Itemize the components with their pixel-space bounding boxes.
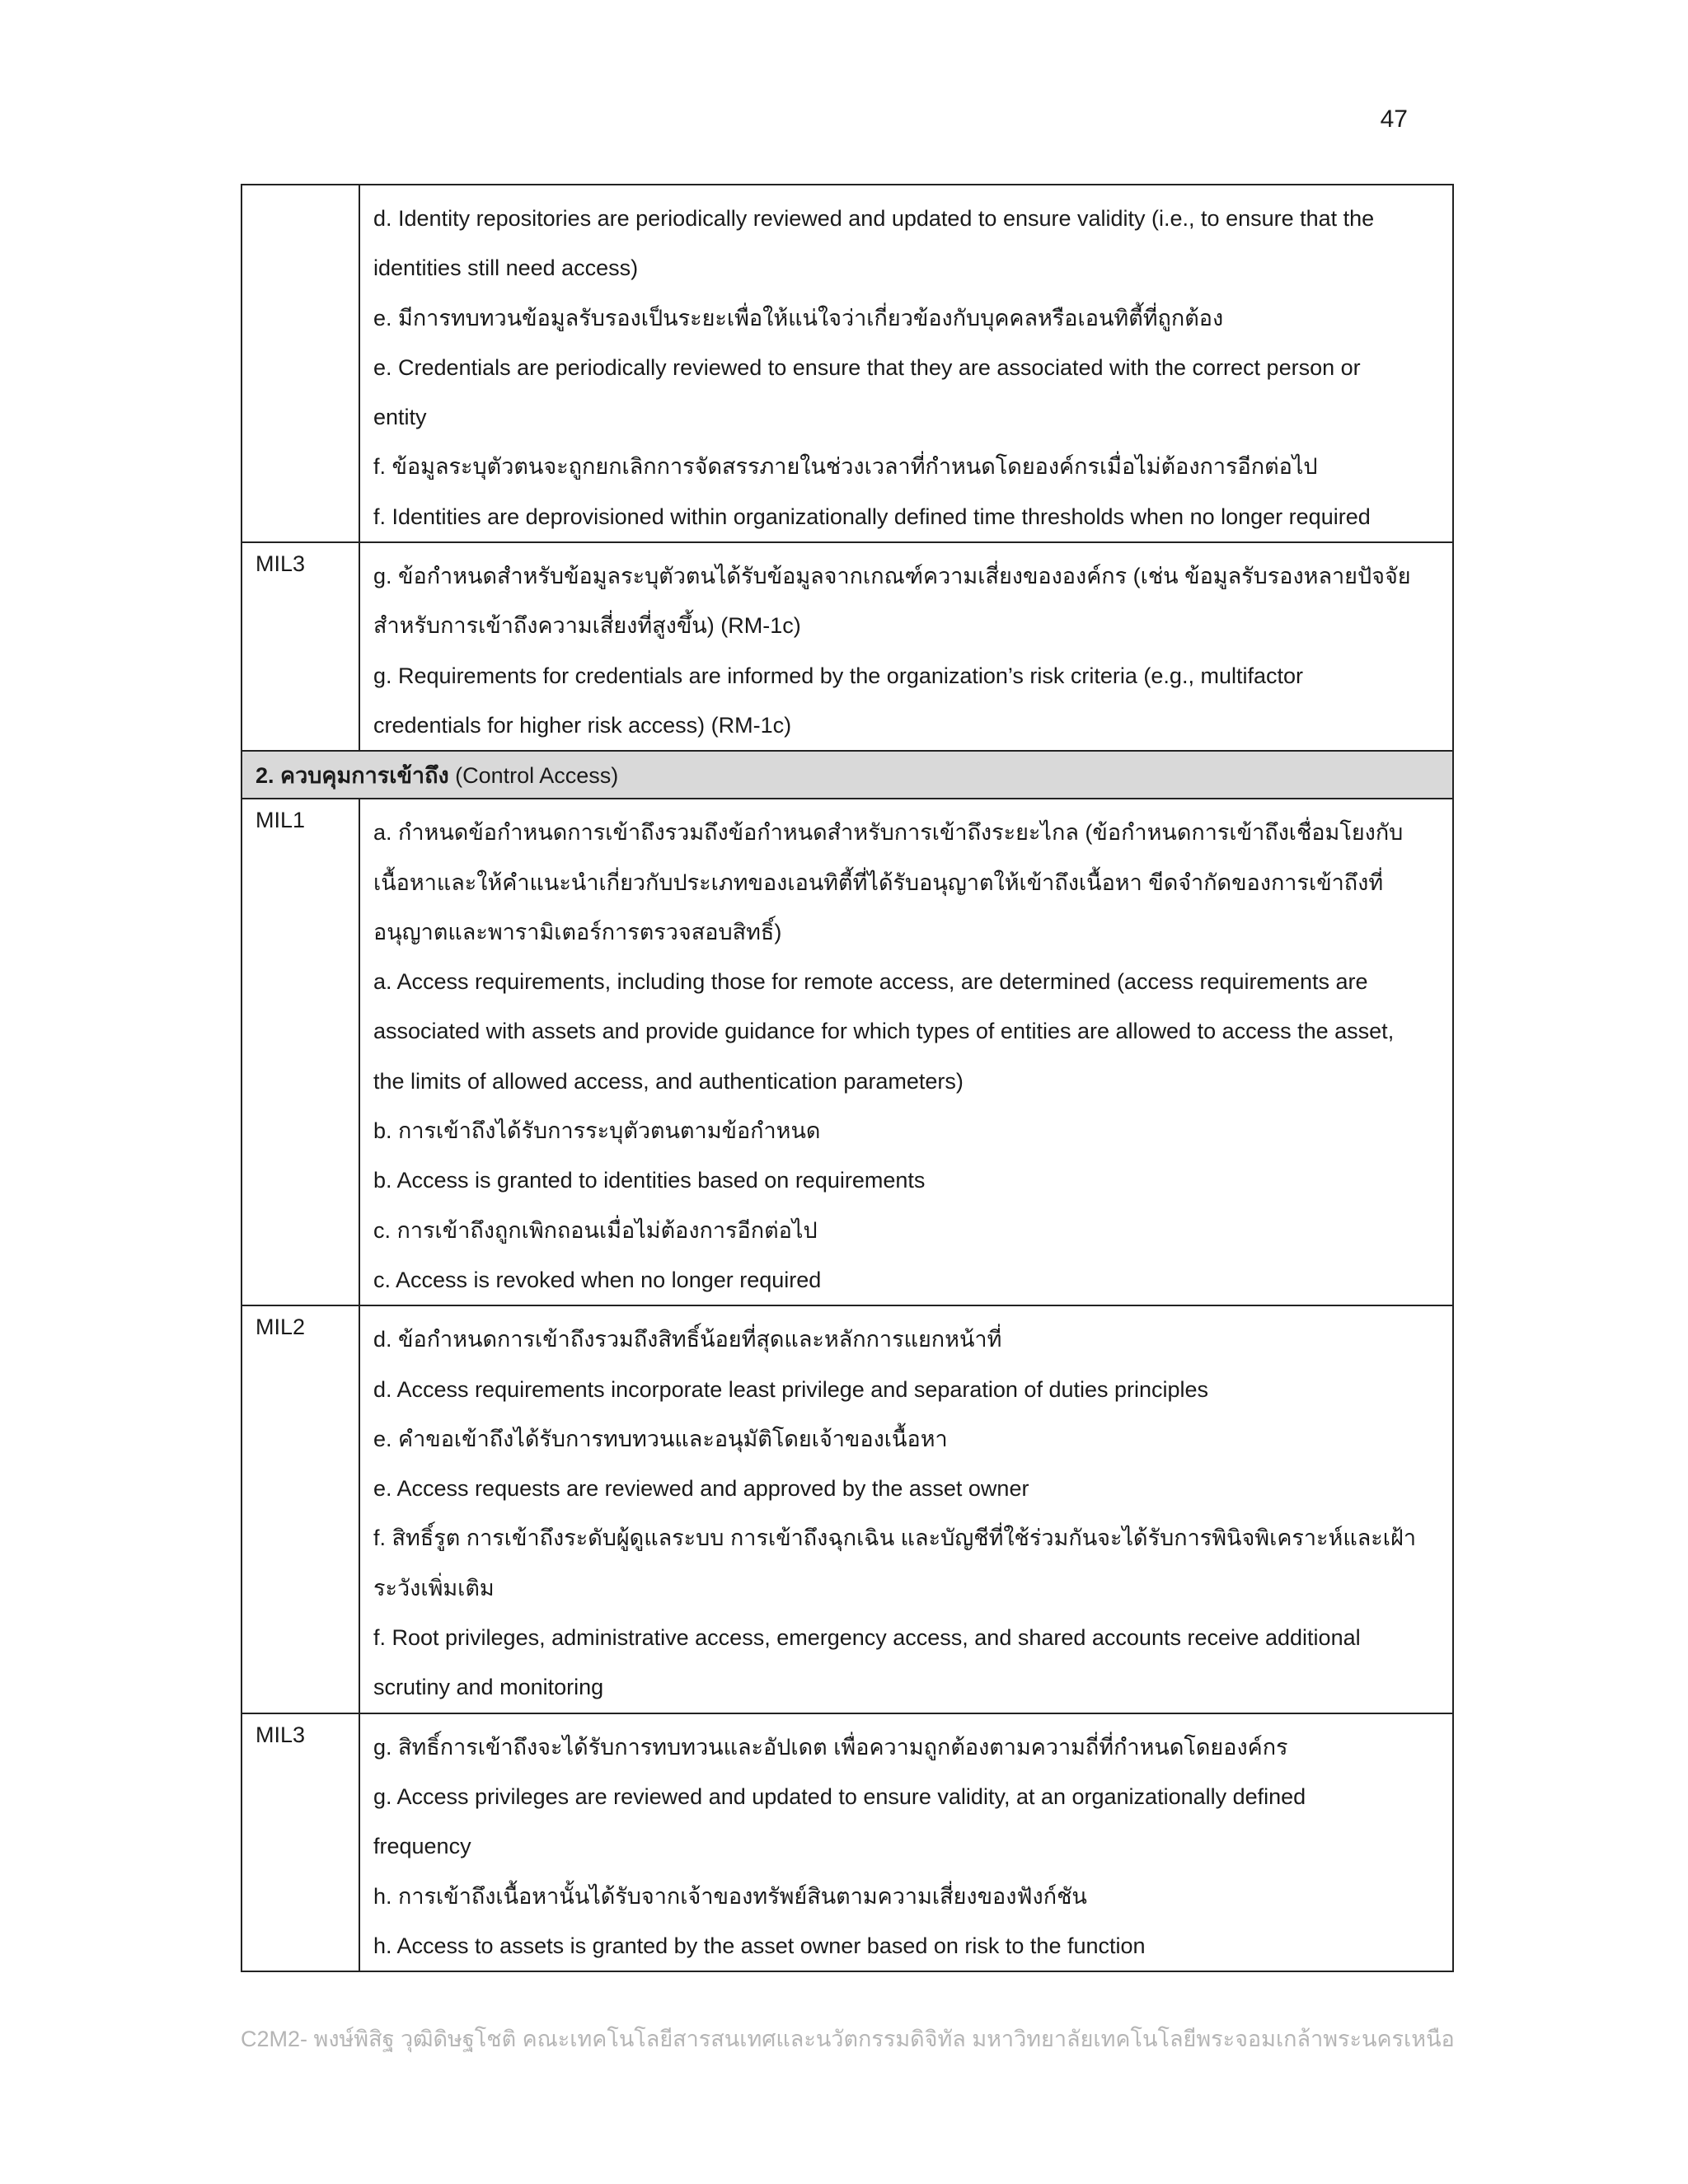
practice-line: g. Requirements for credentials are informed by the organization’s risk criteria (e.g., multifactor [373, 663, 1303, 688]
practice-line: e. Access requests are reviewed and approved by the asset owner [373, 1476, 1029, 1502]
practice-cell [359, 799, 1453, 1305]
maturity-level-cell: MIL3 [241, 1713, 359, 1971]
maturity-level-cell: MIL1 [241, 799, 359, 1305]
practice-line: d. ข้อกำหนดการเข้าถึงรวมถึงสิทธิ์น้อยที่สุดและหลักการแยกหน้าที่ [373, 1327, 1002, 1352]
practice-line: credentials for higher risk access) (RM-1c) [373, 712, 792, 738]
practice-line: f. สิทธิ์รูต การเข้าถึงระดับผู้ดูแลระบบ การเข้าถึงฉุกเฉิน และบัญชีที่ใช้ร่วมกันจะได้รับการพินิจพิเคราะห์และเฝ้า [373, 1526, 1417, 1551]
table-body-identity [241, 185, 1453, 751]
practice-line: e. คำขอเข้าถึงได้รับการทบทวนและอนุมัติโดยเจ้าของเนื้อหา [373, 1426, 948, 1451]
practice-line: อนุญาตและพารามิเตอร์การตรวจสอบสิทธิ์) [373, 919, 782, 944]
section-title-thai: 2. ควบคุมการเข้าถึง [256, 762, 449, 788]
practice-line: เนื้อหาและให้คำแนะนำเกี่ยวกับประเภทของเอนทิตี้ที่ได้รับอนุญาตให้เข้าถึงเนื้อหา ขีดจำกัดของการเข้าถึงที่ [373, 869, 1384, 895]
maturity-level-cell: MIL2 [241, 1305, 359, 1713]
practice-line: frequency [373, 1834, 471, 1859]
practice-line: d. Access requirements incorporate least privilege and separation of duties principles [373, 1376, 1209, 1402]
table-row [241, 1305, 1453, 1713]
practice-line: f. Identities are deprovisioned within organizationally defined time thresholds when no longer required [373, 504, 1371, 529]
table-row [241, 1713, 1453, 1971]
section-header-cell [241, 751, 1453, 799]
table-body-section [241, 751, 1453, 799]
practice-line: h. การเข้าถึงเนื้อหานั้นได้รับจากเจ้าของทรัพย์สินตามความเสี่ยงของฟังก์ชัน [373, 1883, 1087, 1909]
practice-line: a. กำหนดข้อกำหนดการเข้าถึงรวมถึงข้อกำหนดสำหรับการเข้าถึงระยะไกล (ข้อกำหนดการเข้าถึงเชื่อมโยงกับ [373, 820, 1404, 846]
maturity-indicator-table [241, 184, 1454, 1972]
practice-line: b. Access is granted to identities based on requirements [373, 1168, 926, 1193]
practice-line: c. การเข้าถึงถูกเพิกถอนเมื่อไม่ต้องการอีกต่อไป [373, 1217, 818, 1243]
table-row [241, 542, 1453, 751]
practice-line: b. การเข้าถึงได้รับการระบุตัวตนตามข้อกำหนด [373, 1118, 821, 1144]
practice-line: d. Identity repositories are periodically reviewed and updated to ensure validity (i.e., to ensure that the [373, 206, 1375, 231]
page-number: 47 [1380, 105, 1408, 133]
practice-cell [359, 185, 1453, 542]
table-body-control-access [241, 799, 1453, 1971]
practice-line: c. Access is revoked when no longer required [373, 1267, 822, 1292]
practice-line: h. Access to assets is granted by the asset owner based on risk to the function [373, 1933, 1146, 1958]
practice-line: entity [373, 405, 427, 430]
table-row [241, 185, 1453, 542]
table-row [241, 799, 1453, 1305]
practice-line: the limits of allowed access, and authentication parameters) [373, 1068, 964, 1094]
practice-line: f. ข้อมูลระบุตัวตนจะถูกยกเลิกการจัดสรรภายในช่วงเวลาที่กำหนดโดยองค์กรเมื่อไม่ต้องการอีกต่อไป [373, 454, 1318, 480]
section-header-row [241, 751, 1453, 799]
practice-line: scrutiny and monitoring [373, 1675, 604, 1700]
practice-cell [359, 1713, 1453, 1971]
practice-line: g. สิทธิ์การเข้าถึงจะได้รับการทบทวนและอัปเดต เพื่อความถูกต้องตามความถี่ที่กำหนดโดยองค์กร [373, 1734, 1288, 1760]
practice-line: associated with assets and provide guidance for which types of entities are allowed to access the asset, [373, 1019, 1395, 1044]
maturity-level-cell: MIL3 [241, 542, 359, 751]
practice-line: ระวังเพิ่มเติม [373, 1575, 495, 1601]
maturity-level-cell [241, 185, 359, 542]
section-title-english: (Control Access) [455, 762, 619, 788]
practice-line: สำหรับการเข้าถึงความเสี่ยงที่สูงขึ้น) (RM-1c) [373, 613, 801, 639]
practice-cell [359, 542, 1453, 751]
practice-line: f. Root privileges, administrative access, emergency access, and shared accounts receive additional [373, 1625, 1361, 1651]
practice-line: identities still need access) [373, 255, 639, 281]
practice-line: a. Access requirements, including those for remote access, are determined (access requirements are [373, 969, 1368, 995]
practice-line: e. Credentials are periodically reviewed to ensure that they are associated with the correct person or [373, 354, 1361, 380]
practice-line: g. Access privileges are reviewed and updated to ensure validity, at an organizationally defined [373, 1783, 1306, 1809]
practice-cell [359, 1305, 1453, 1713]
page-footer: C2M2- พงษ์พิสิฐ วุฒิดิษฐโชติ คณะเทคโนโลยีสารสนเทศและนวัตกรรมดิจิทัล มหาวิทยาลัยเทคโนโลยีพระจอมเกล้าพระนครเหนือ [241, 2027, 1455, 2051]
practice-line: g. ข้อกำหนดสำหรับข้อมูลระบุตัวตนได้รับข้อมูลจากเกณฑ์ความเสี่ยงขององค์กร (เช่น ข้อมูลรับรองหลายปัจจัย [373, 564, 1411, 589]
practice-line: e. มีการทบทวนข้อมูลรับรองเป็นระยะเพื่อให้แน่ใจว่าเกี่ยวข้องกับบุคคลหรือเอนทิตี้ที่ถูกต้อง [373, 305, 1224, 330]
